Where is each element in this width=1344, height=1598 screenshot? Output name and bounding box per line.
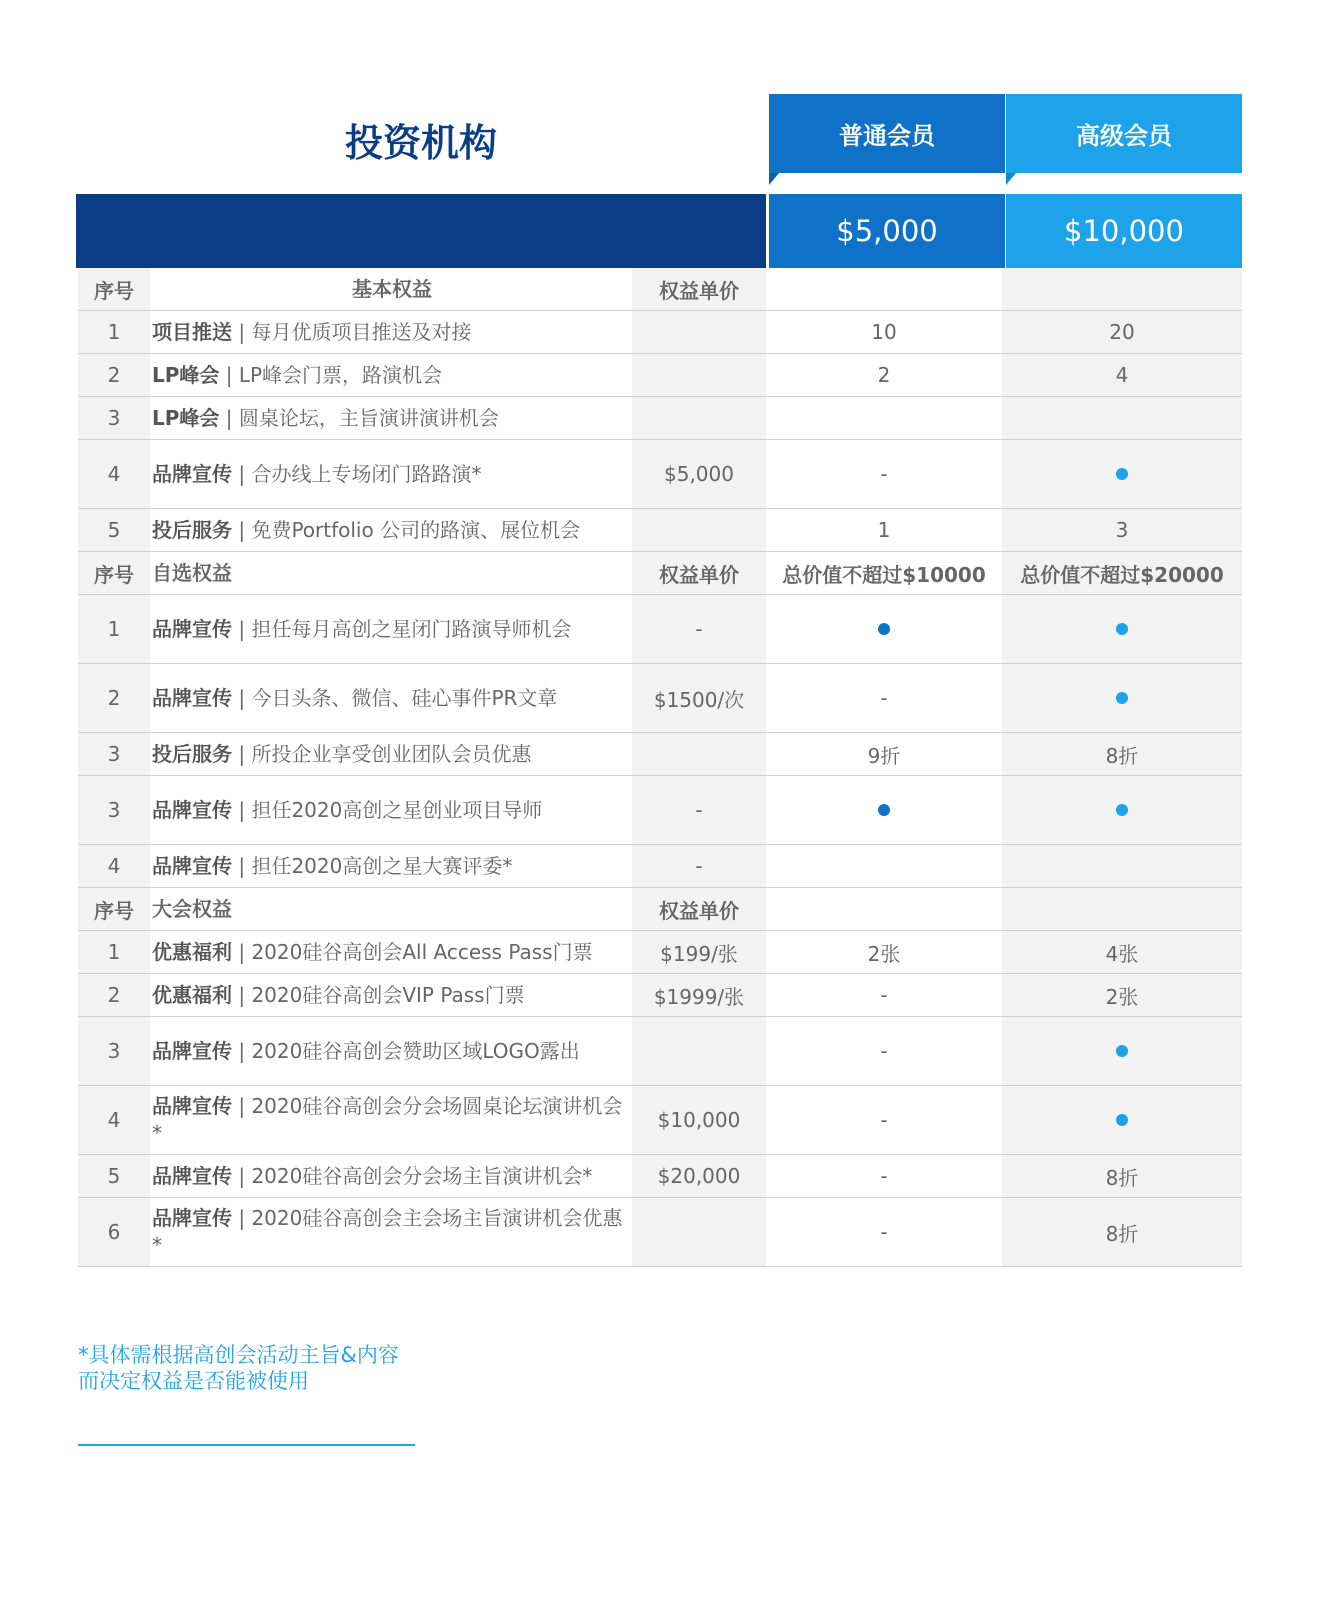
benefit-text <box>152 405 499 432</box>
row-basic-value: 2张 <box>766 931 1002 973</box>
row-premium-value: 8折 <box>1002 1155 1242 1197</box>
section-header-row <box>78 888 1242 931</box>
col-header-benefit: 大会权益 <box>150 888 632 930</box>
row-index: 3 <box>78 733 150 775</box>
included-dot-icon <box>1116 804 1128 816</box>
section-header-row <box>78 552 1242 595</box>
row-unit-price <box>632 397 766 439</box>
table-row <box>78 1017 1242 1086</box>
col-header-unit-price: 权益单价 <box>632 552 766 594</box>
table-row <box>78 845 1242 888</box>
benefit-category: 品牌宣传 <box>152 685 232 710</box>
row-unit-price: - <box>632 776 766 844</box>
col-header-unit-price: 权益单价 <box>632 268 766 310</box>
benefit-category: 投后服务 <box>152 517 232 542</box>
benefit-text <box>152 517 580 544</box>
plan-basic-header: 普通会员 <box>769 94 1005 173</box>
row-index: 4 <box>78 440 150 508</box>
row-basic-value: 10 <box>766 311 1002 353</box>
table-row <box>78 1086 1242 1155</box>
row-benefit <box>150 354 632 396</box>
included-dot-icon <box>1116 692 1128 704</box>
col-header-unit-price: 权益单价 <box>632 888 766 930</box>
benefit-category: 品牌宣传 <box>152 1163 232 1188</box>
benefit-text <box>152 461 481 488</box>
benefit-description: | 担任2020高创之星创业项目导师 <box>232 797 543 822</box>
benefits-table <box>78 268 1242 1267</box>
row-premium-value: 20 <box>1002 311 1242 353</box>
row-index: 5 <box>78 509 150 551</box>
row-unit-price: $199/张 <box>632 931 766 973</box>
row-unit-price <box>632 354 766 396</box>
row-unit-price <box>632 733 766 775</box>
table-row <box>78 595 1242 664</box>
benefit-category: 优惠福利 <box>152 939 232 964</box>
plan-premium-price: $10,000 <box>1006 194 1242 268</box>
benefit-description: | LP峰会门票，路演机会 <box>219 362 443 387</box>
row-index: 3 <box>78 776 150 844</box>
row-premium-value: 3 <box>1002 509 1242 551</box>
row-premium-value: 8折 <box>1002 733 1242 775</box>
row-premium-value <box>1002 664 1242 732</box>
row-index: 1 <box>78 931 150 973</box>
benefit-category: LP峰会 <box>152 362 220 387</box>
benefit-text <box>152 853 512 880</box>
price-bar <box>76 194 766 268</box>
benefit-description: | 每月优质项目推送及对接 <box>232 319 472 344</box>
benefit-text <box>152 362 442 389</box>
row-basic-value <box>766 397 1002 439</box>
row-unit-price <box>632 311 766 353</box>
row-benefit <box>150 845 632 887</box>
benefit-category: 品牌宣传 <box>152 853 232 878</box>
row-benefit <box>150 1086 632 1154</box>
row-unit-price <box>632 509 766 551</box>
row-index: 4 <box>78 845 150 887</box>
table-row <box>78 397 1242 440</box>
benefit-description: | 2020硅谷高创会分会场主旨演讲机会* <box>232 1163 593 1188</box>
footnote <box>78 1342 399 1394</box>
table-row <box>78 974 1242 1017</box>
row-basic-value: - <box>766 1017 1002 1085</box>
table-row <box>78 1198 1242 1267</box>
row-premium-value <box>1002 1086 1242 1154</box>
included-dot-icon <box>878 804 890 816</box>
row-premium-value <box>1002 776 1242 844</box>
row-premium-value: 4张 <box>1002 931 1242 973</box>
benefit-text <box>152 741 531 768</box>
benefit-text <box>152 1038 580 1065</box>
table-row <box>78 354 1242 397</box>
row-basic-value <box>766 776 1002 844</box>
included-dot-icon <box>1116 623 1128 635</box>
row-basic-value: - <box>766 1086 1002 1154</box>
benefit-category: 品牌宣传 <box>152 461 232 486</box>
row-index: 4 <box>78 1086 150 1154</box>
row-index: 6 <box>78 1198 150 1266</box>
benefit-text <box>152 1163 592 1190</box>
benefit-text <box>152 616 571 643</box>
benefit-description: | 担任2020高创之星大赛评委* <box>232 853 513 878</box>
row-unit-price: - <box>632 845 766 887</box>
row-unit-price: $10,000 <box>632 1086 766 1154</box>
row-basic-value: 9折 <box>766 733 1002 775</box>
row-benefit <box>150 776 632 844</box>
benefit-category: 品牌宣传 <box>152 1094 232 1118</box>
row-index: 1 <box>78 595 150 663</box>
benefit-category: 品牌宣传 <box>152 1038 232 1063</box>
row-benefit <box>150 664 632 732</box>
page-title: 投资机构 <box>344 120 497 165</box>
row-premium-value: 2张 <box>1002 974 1242 1016</box>
table-row <box>78 776 1242 845</box>
benefit-category: 优惠福利 <box>152 982 232 1007</box>
table-row <box>78 440 1242 509</box>
row-unit-price: - <box>632 595 766 663</box>
col-header-basic-value <box>766 268 1002 310</box>
benefit-description: | 2020硅谷高创会分会场圆桌论坛演讲机会* <box>152 1094 623 1145</box>
footnote-divider <box>78 1444 415 1446</box>
row-premium-value <box>1002 845 1242 887</box>
plan-basic-price: $5,000 <box>769 194 1005 268</box>
row-index: 3 <box>78 397 150 439</box>
benefit-description: | 免费Portfolio 公司的路演、展位机会 <box>232 517 581 542</box>
table-row <box>78 664 1242 733</box>
footnote-line-2: 而决定权益是否能被使用 <box>78 1369 309 1393</box>
benefit-category: 项目推送 <box>152 319 232 344</box>
row-benefit <box>150 440 632 508</box>
col-header-premium-value <box>1002 888 1242 930</box>
row-benefit <box>150 974 632 1016</box>
row-unit-price <box>632 1198 766 1266</box>
row-benefit <box>150 1017 632 1085</box>
footnote-line-1: *具体需根据高创会活动主旨&内容 <box>78 1343 399 1367</box>
row-basic-value: 1 <box>766 509 1002 551</box>
benefit-text <box>152 685 557 712</box>
row-index: 5 <box>78 1155 150 1197</box>
included-dot-icon <box>1116 1045 1128 1057</box>
benefit-text <box>152 797 542 824</box>
row-benefit <box>150 397 632 439</box>
row-index: 1 <box>78 311 150 353</box>
row-basic-value: 2 <box>766 354 1002 396</box>
benefit-description: | 所投企业享受创业团队会员优惠 <box>232 741 532 766</box>
benefit-description: | 今日头条、微信、硅心事件PR文章 <box>232 685 558 710</box>
benefit-category: LP峰会 <box>152 405 220 430</box>
benefit-description: | 2020硅谷高创会VIP Pass门票 <box>232 982 525 1007</box>
row-unit-price: $20,000 <box>632 1155 766 1197</box>
included-dot-icon <box>1116 468 1128 480</box>
row-unit-price: $5,000 <box>632 440 766 508</box>
row-premium-value <box>1002 440 1242 508</box>
col-header-premium-value <box>1002 268 1242 310</box>
row-basic-value: - <box>766 1155 1002 1197</box>
benefit-category: 投后服务 <box>152 741 232 766</box>
row-basic-value: - <box>766 664 1002 732</box>
row-index: 2 <box>78 974 150 1016</box>
table-row <box>78 733 1242 776</box>
plan-basic-notch <box>769 173 779 185</box>
benefit-description: | 合办线上专场闭门路路演* <box>232 461 482 486</box>
col-header-benefit: 自选权益 <box>150 552 632 594</box>
benefit-category: 品牌宣传 <box>152 616 232 641</box>
col-header-index: 序号 <box>78 888 150 930</box>
benefit-text <box>152 939 593 966</box>
benefit-text <box>152 1205 632 1259</box>
table-row <box>78 509 1242 552</box>
benefit-description: | 2020硅谷高创会赞助区域LOGO露出 <box>232 1038 580 1063</box>
col-header-benefit: 基本权益 <box>150 268 632 310</box>
row-index: 2 <box>78 664 150 732</box>
benefit-category: 品牌宣传 <box>152 797 232 822</box>
benefit-description: | 2020硅谷高创会主会场主旨演讲机会优惠* <box>152 1206 623 1257</box>
col-header-index: 序号 <box>78 268 150 310</box>
col-header-premium-value: 总价值不超过$20000 <box>1002 552 1242 594</box>
row-benefit <box>150 1155 632 1197</box>
benefit-text <box>152 1093 632 1147</box>
section-header-row <box>78 268 1242 311</box>
included-dot-icon <box>878 623 890 635</box>
table-row <box>78 1155 1242 1198</box>
row-unit-price: $1500/次 <box>632 664 766 732</box>
row-premium-value: 8折 <box>1002 1198 1242 1266</box>
row-benefit <box>150 931 632 973</box>
row-premium-value <box>1002 397 1242 439</box>
col-header-basic-value <box>766 888 1002 930</box>
included-dot-icon <box>1116 1114 1128 1126</box>
row-basic-value <box>766 845 1002 887</box>
row-benefit <box>150 595 632 663</box>
benefit-description: | 担任每月高创之星闭门路演导师机会 <box>232 616 572 641</box>
row-premium-value: 4 <box>1002 354 1242 396</box>
row-index: 2 <box>78 354 150 396</box>
benefit-text <box>152 319 471 346</box>
row-premium-value <box>1002 1017 1242 1085</box>
benefit-description: | 圆桌论坛，主旨演讲演讲机会 <box>219 405 499 430</box>
row-basic-value <box>766 595 1002 663</box>
row-basic-value: - <box>766 1198 1002 1266</box>
row-benefit <box>150 509 632 551</box>
row-benefit <box>150 311 632 353</box>
table-row <box>78 311 1242 354</box>
row-index: 3 <box>78 1017 150 1085</box>
row-benefit <box>150 1198 632 1266</box>
plan-premium-header: 高级会员 <box>1006 94 1242 173</box>
benefit-text <box>152 982 525 1009</box>
table-row <box>78 931 1242 974</box>
plan-premium-notch <box>1006 173 1016 185</box>
row-basic-value: - <box>766 974 1002 1016</box>
benefit-category: 品牌宣传 <box>152 1206 232 1230</box>
row-premium-value <box>1002 595 1242 663</box>
row-basic-value: - <box>766 440 1002 508</box>
row-unit-price <box>632 1017 766 1085</box>
col-header-basic-value: 总价值不超过$10000 <box>766 552 1002 594</box>
col-header-index: 序号 <box>78 552 150 594</box>
benefit-description: | 2020硅谷高创会All Access Pass门票 <box>232 939 593 964</box>
row-unit-price: $1999/张 <box>632 974 766 1016</box>
row-benefit <box>150 733 632 775</box>
